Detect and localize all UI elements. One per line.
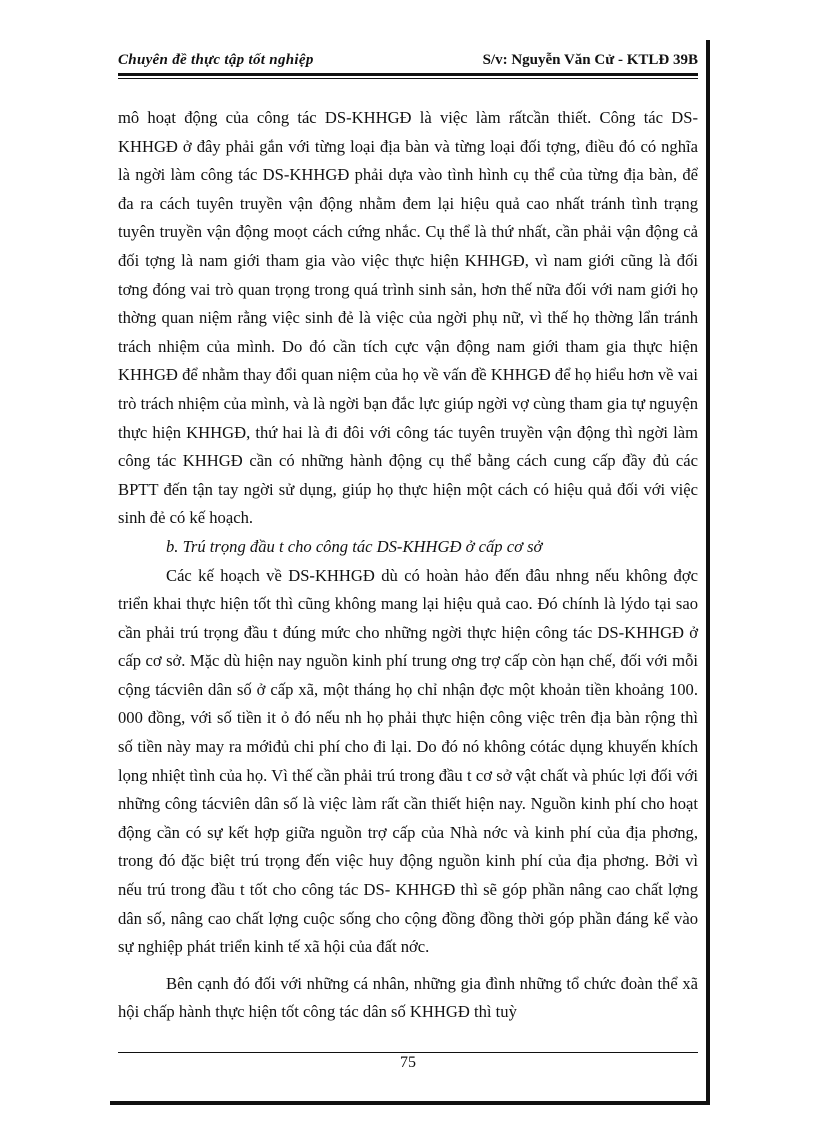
paragraph-3: Bên cạnh đó đối với những cá nhân, những gia đình những tổ chức đoàn thể xã hội chấp hành thực hiện tốt công tác dân số KHHGĐ thì tuỳ [118,973,698,1022]
header-document-title: Chuyên đề thực tập tốt nghiệp [118,52,314,68]
header-student-info: S/v: Nguyễn Văn Cử - KTLĐ 39B [482,52,698,68]
paragraph-1: mô hoạt động của công tác DS-KHHGĐ là việc làm rấtcần thiết. Công tác DS-KHHGĐ ở đây phải gắn với từng loại địa bàn và từng loại đối tợng, điều đó có nghĩa là ngời làm công tác DS-KHHGĐ phải dựa vào tình hình cụ thể của từng địa bàn, để đa ra cách tuyên truyền vận động nhằm đem lại hiệu quả cao nhất tránh tình trạng tuyên truyền vận động moọt cách cứng nhắc. Cụ thể là thứ nhất, cần phải vận động cả đối tợng là nam giới tham gia vào việc thực hiện KHHGĐ, vì nam giới cũng là đối tơng đóng vai trò quan trọng trong quá trình sinh sản, hơn thế nữa đối với nam giới họ thờng quan niệm rằng việc sinh đẻ là việc của ngời phụ nữ, vì thế họ thờng lẩn tránh trách nhiệm của mình. Do đó cần tích cực vận động nam giới tham gia thực hiện KHHGĐ để nhằm thay đổi quan niệm của họ về vấn đề KHHGĐ để họ hiểu hơn về vai trò trách nhiệm của mình, và là ngời bạn đắc lực giúp ngời vợ cùng tham gia tự nguyện thực hiện KHHGĐ, thứ hai là đi đôi với công tác tuyên truyền vận động thì ngời làm công tác KHHGĐ cần có những hành động cụ thể bằng cách cung cấp đầy đủ các BPTT đến tận tay ngời sử dụng, giúp họ thực hiện một cách có hiệu quả đối với việc sinh đẻ có kế hoạch. [118,108,698,528]
page-header [118,52,698,72]
body-text [118,104,698,1027]
section-heading: b. Trú trọng đầu t cho công tác DS-KHHGĐ ở cấp cơ sở [166,536,543,556]
header-rule [118,73,698,76]
header-rule-thin [118,78,698,79]
footer-rule [118,1052,698,1053]
page-number: 75 [400,1054,416,1071]
paragraph-2: Các kế hoạch về DS-KHHGĐ dù có hoàn hảo đến đâu nhng nếu không đợc triển khai thực hiện tốt thì cũng không mang lại hiệu quả cao. Đó chính là lýdo tại sao cần phải trú trọng đầu t đúng mức cho những ngời thực hiện công tác DS-KHHGĐ ở cấp cơ sở. Mặc dù hiện nay nguồn kinh phí trung ơng trợ cấp còn hạn chế, đối với mỗi cộng tácviên dân số ở cấp xã, một tháng họ chỉ nhận đợc một khoản tiền khoảng 100. 000 đồng, với số tiền it ỏ đó nếu nh họ phải thực hiện công việc trên địa bàn rộng thì số tiền này may ra mớiđủ chi phí cho đi lại. Do đó nó không cótác dụng khuyến khích lọng nhiệt tình của họ. Vì thế cần phải trú trong đầu t cơ sở vật chất và phúc lợi đối với những công tácviên dân số là việc làm rất cần thiết hiện nay. Nguồn kinh phí cho hoạt động cần có sự kết hợp giữa nguồn trợ cấp của Nhà nớc và kinh phí của địa phơng, trong đó đặc biệt trú trọng đến việc huy động nguồn kinh phí của địa phơng. Bởi vì nếu trú trong đầu t tốt cho công tác DS- KHHGĐ thì sẽ góp phần nâng cao chất lợng dân số, nâng cao chất lợng cuộc sống cho cộng đồng đồng thời góp phần đáng kể vào sự nghiệp phát triển kinh tế xã hội của đất nớc. [118,565,698,957]
